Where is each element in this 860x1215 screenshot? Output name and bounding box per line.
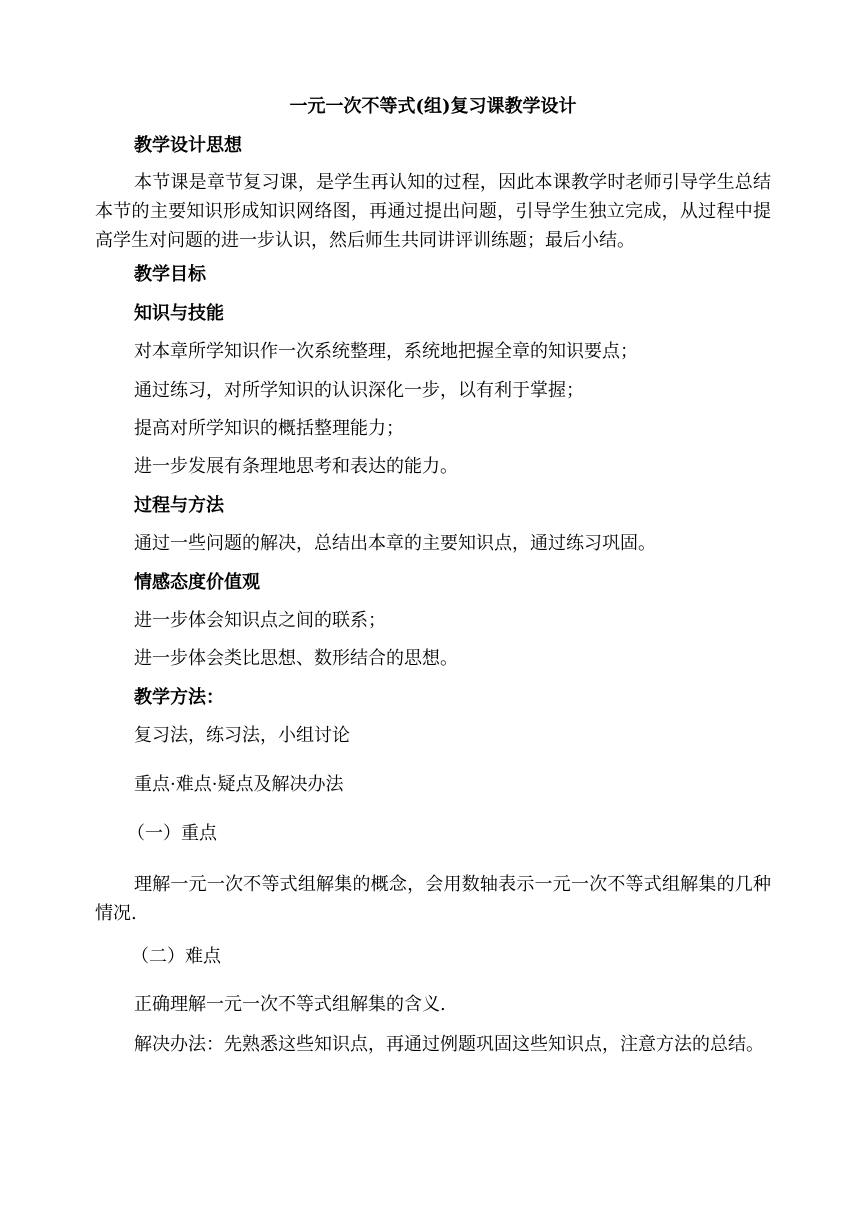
emotion-item: 进一步体会类比思想、数形结合的思想。 (134, 648, 458, 669)
section-heading-process: 过程与方法 (134, 495, 224, 516)
process-text: 通过一些问题的解决，总结出本章的主要知识点，通过练习巩固。 (134, 533, 656, 554)
design-idea-paragraph: 本节课是章节复习课，是学生再认知的过程，因此本课教学时老师引导学生总结本节的主要知识形成知识网络图，再通过提出问题，引导学生独立完成，从过程中提高学生对问题的进一步认识，然后师生共同讲评训练题；最后小结。 (95, 172, 771, 251)
solution-paragraph: 解决办法：先熟悉这些知识点，再通过例题巩固这些知识点，注意方法的总结。 (134, 1034, 764, 1055)
emotion-item: 进一步体会知识点之间的联系； (134, 610, 386, 631)
key-points-heading: 重点·难点·疑点及解决办法 (134, 774, 344, 795)
knowledge-item: 进一步发展有条理地思考和表达的能力。 (134, 456, 458, 477)
document-title: 一元一次不等式(组)复习课教学设计 (289, 96, 577, 117)
difficulty-text: 正确理解一元一次不等式组解集的含义. (134, 994, 446, 1015)
methods-text: 复习法，练习法，小组讨论 (134, 725, 350, 746)
key-text-paragraph: 理解一元一次不等式组解集的概念，会用数轴表示一元一次不等式组解集的几种情况. (95, 874, 771, 924)
section-heading-knowledge: 知识与技能 (134, 303, 224, 324)
section-heading-methods: 教学方法： (134, 687, 224, 708)
section-heading-design-idea: 教学设计思想 (134, 135, 242, 156)
section-heading-emotion: 情感态度价值观 (134, 572, 260, 593)
section-heading-goals: 教学目标 (134, 264, 206, 285)
knowledge-item: 通过练习，对所学知识的认识深化一步，以有利于掌握； (134, 380, 584, 401)
knowledge-item: 提高对所学知识的概括整理能力； (134, 418, 404, 439)
knowledge-item: 对本章所学知识作一次系统整理，系统地把握全章的知识要点； (134, 341, 638, 362)
key-heading: （一）重点 (127, 823, 217, 844)
difficulty-heading: （二）难点 (131, 946, 221, 967)
